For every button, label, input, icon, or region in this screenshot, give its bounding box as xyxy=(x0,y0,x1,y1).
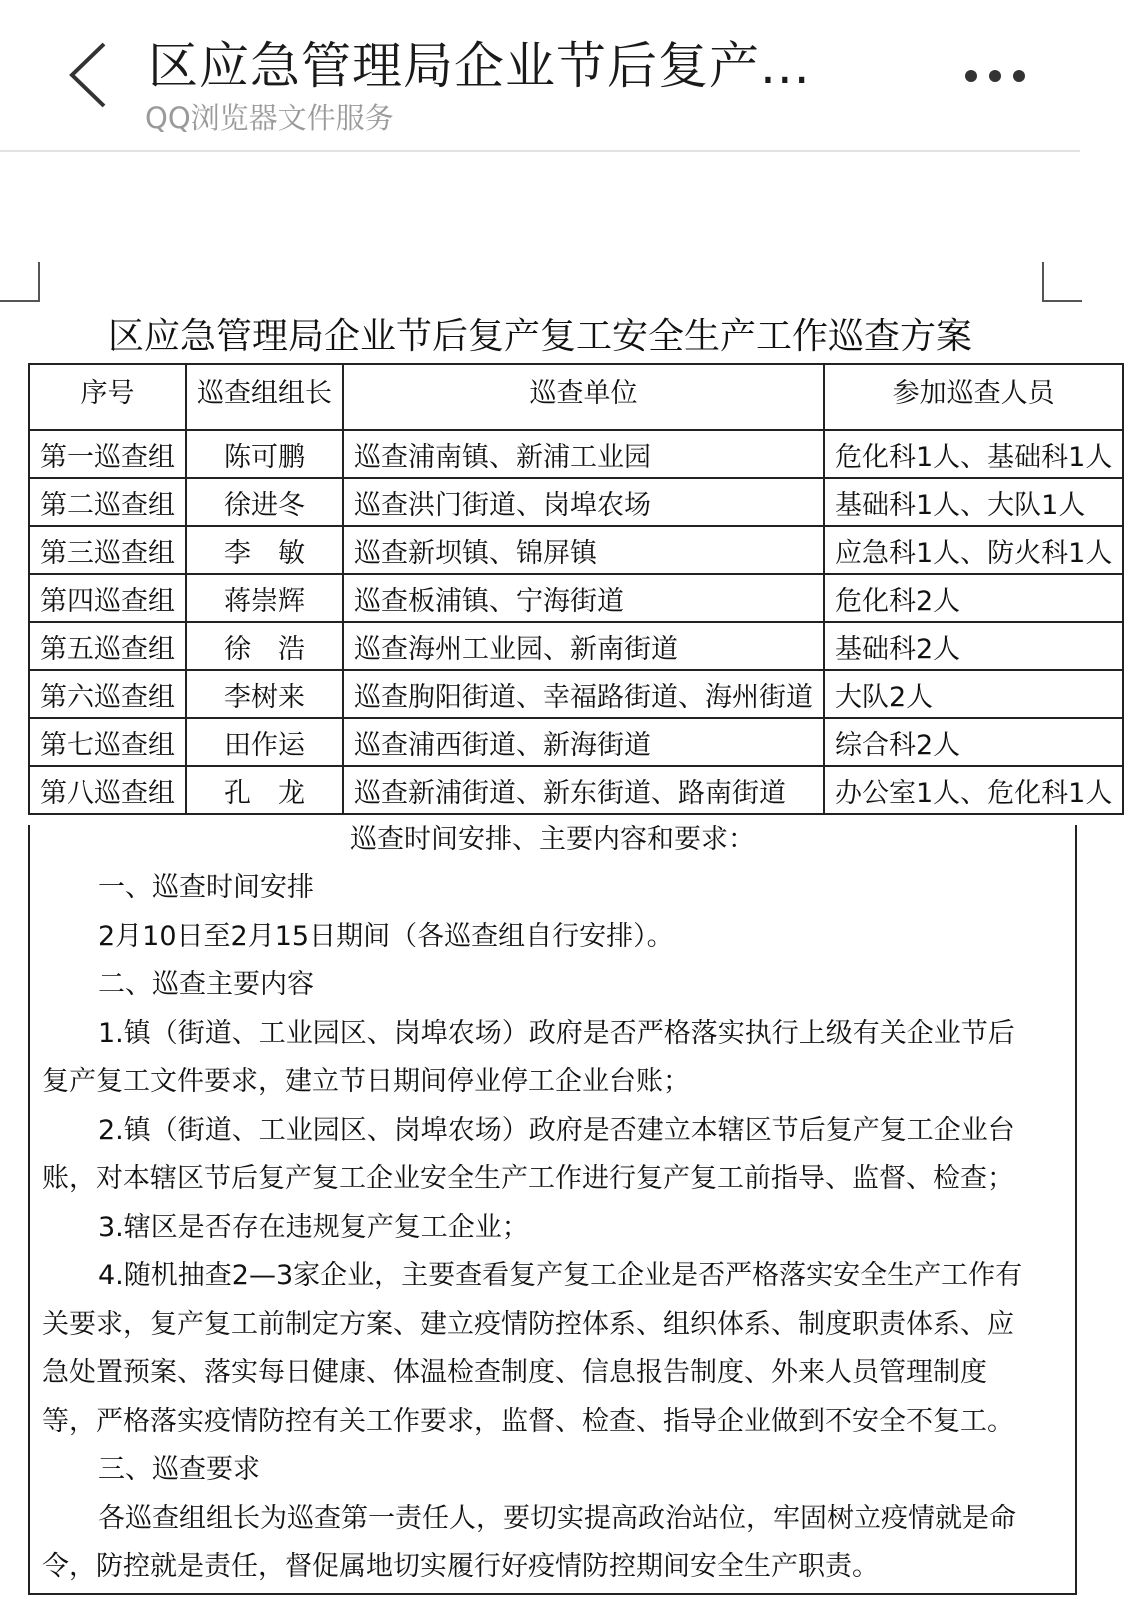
unit-cell: 巡查新浦街道、新东街道、路南街道 xyxy=(343,766,824,814)
unit-cell: 巡查板浦镇、宁海街道 xyxy=(343,574,824,622)
unit-cell: 巡查浦西街道、新海街道 xyxy=(343,718,824,766)
leader-cell: 陈可鹏 xyxy=(186,430,343,478)
column-header: 巡查组组长 xyxy=(186,364,343,430)
more-horizontal-icon xyxy=(965,70,977,82)
top-bar xyxy=(0,0,1080,152)
notes-line: 令，防控就是责任，督促属地切实履行好疫情防控期间安全生产职责。 xyxy=(42,1551,879,1582)
notes-line: 急处置预案、落实每日健康、体温检查制度、信息报告制度、外来人员管理制度 xyxy=(42,1357,987,1388)
group-cell: 第六巡查组 xyxy=(29,670,186,718)
group-cell: 第八巡查组 xyxy=(29,766,186,814)
notes-line: 1.镇（街道、工业园区、岗埠农场）政府是否严格落实执行上级有关企业节后 xyxy=(98,1017,1015,1049)
page-corner-mark xyxy=(0,262,40,302)
staff-cell: 危化科2人 xyxy=(824,574,1123,622)
table-row xyxy=(29,766,1123,814)
group-cell: 第五巡查组 xyxy=(29,622,186,670)
leader-cell: 徐进冬 xyxy=(186,478,343,526)
table-row xyxy=(29,670,1123,718)
table-row xyxy=(29,430,1123,478)
staff-cell: 危化科1人、基础科1人 xyxy=(824,430,1123,478)
staff-cell: 基础科1人、大队1人 xyxy=(824,478,1123,526)
group-cell: 第七巡查组 xyxy=(29,718,186,766)
group-cell: 第二巡查组 xyxy=(29,478,186,526)
staff-cell: 应急科1人、防火科1人 xyxy=(824,526,1123,574)
staff-cell: 大队2人 xyxy=(824,670,1123,718)
notes-line: 关要求，复产复工前制定方案、建立疫情防控体系、组织体系、制度职责体系、应 xyxy=(42,1308,1014,1340)
group-cell: 第四巡查组 xyxy=(29,574,186,622)
unit-cell: 巡查朐阳街道、幸福路街道、海州街道 xyxy=(343,670,824,718)
column-header: 巡查单位 xyxy=(343,364,824,430)
staff-cell: 办公室1人、危化科1人 xyxy=(824,766,1123,814)
notes-line: 2月10日至2月15日期间（各巡查组自行安排）。 xyxy=(98,920,674,952)
notes-line: 2.镇（街道、工业园区、岗埠农场）政府是否建立本辖区节后复产复工企业台 xyxy=(98,1114,1015,1146)
window-subtitle: QQ浏览器文件服务 xyxy=(145,101,394,135)
leader-cell: 孔 龙 xyxy=(186,766,343,814)
leader-cell: 田作运 xyxy=(186,718,343,766)
notes-line: 二、巡查主要内容 xyxy=(98,969,314,1000)
group-cell: 第一巡查组 xyxy=(29,430,186,478)
table-row xyxy=(29,478,1123,526)
chevron-left-icon[interactable] xyxy=(66,40,114,110)
column-header: 序号 xyxy=(29,364,186,430)
column-header: 参加巡查人员 xyxy=(824,364,1123,430)
page-corner-mark xyxy=(1042,262,1082,302)
more-options-button[interactable] xyxy=(965,70,1025,84)
leader-cell: 李树来 xyxy=(186,670,343,718)
staff-cell: 综合科2人 xyxy=(824,718,1123,766)
more-horizontal-icon xyxy=(989,70,1001,82)
staff-cell: 基础科2人 xyxy=(824,622,1123,670)
leader-cell: 徐 浩 xyxy=(186,622,343,670)
table-row xyxy=(29,622,1123,670)
notes-line: 账，对本辖区节后复产复工企业安全生产工作进行复产复工前指导、监督、检查； xyxy=(42,1163,1014,1194)
notes-line: 一、巡查时间安排 xyxy=(98,872,314,903)
table-row xyxy=(29,718,1123,766)
notes-line: 4.随机抽查2—3家企业，主要查看复产复工企业是否严格落实安全生产工作有 xyxy=(98,1260,1023,1291)
leader-cell: 李 敏 xyxy=(186,526,343,574)
unit-cell: 巡查洪门街道、岗埠农场 xyxy=(343,478,824,526)
notes-line: 各巡查组组长为巡查第一责任人，要切实提高政治站位，牢固树立疫情就是命 xyxy=(98,1502,1016,1534)
more-horizontal-icon xyxy=(1013,70,1025,82)
notes-line: 等，严格落实疫情防控有关工作要求，监督、检查、指导企业做到不安全不复工。 xyxy=(42,1405,1014,1437)
group-cell: 第三巡查组 xyxy=(29,526,186,574)
window-title: 区应急管理局企业节后复产... xyxy=(148,37,811,95)
unit-cell: 巡查海州工业园、新南街道 xyxy=(343,622,824,670)
patrol-table xyxy=(28,363,1124,815)
notes-line: 复产复工文件要求，建立节日期间停业停工企业台账； xyxy=(42,1066,690,1097)
document-title: 区应急管理局企业节后复产复工安全生产工作巡查方案 xyxy=(107,316,972,357)
unit-cell: 巡查新坝镇、锦屏镇 xyxy=(343,526,824,574)
table-row xyxy=(29,526,1123,574)
leader-cell: 蒋崇辉 xyxy=(186,574,343,622)
notes-heading: 巡查时间安排、主要内容和要求： xyxy=(350,824,755,855)
notes-line: 3.辖区是否存在违规复产复工企业； xyxy=(98,1211,529,1243)
notes-section xyxy=(28,825,1077,1595)
table-row xyxy=(29,574,1123,622)
unit-cell: 巡查浦南镇、新浦工业园 xyxy=(343,430,824,478)
notes-line: 三、巡查要求 xyxy=(98,1454,260,1485)
